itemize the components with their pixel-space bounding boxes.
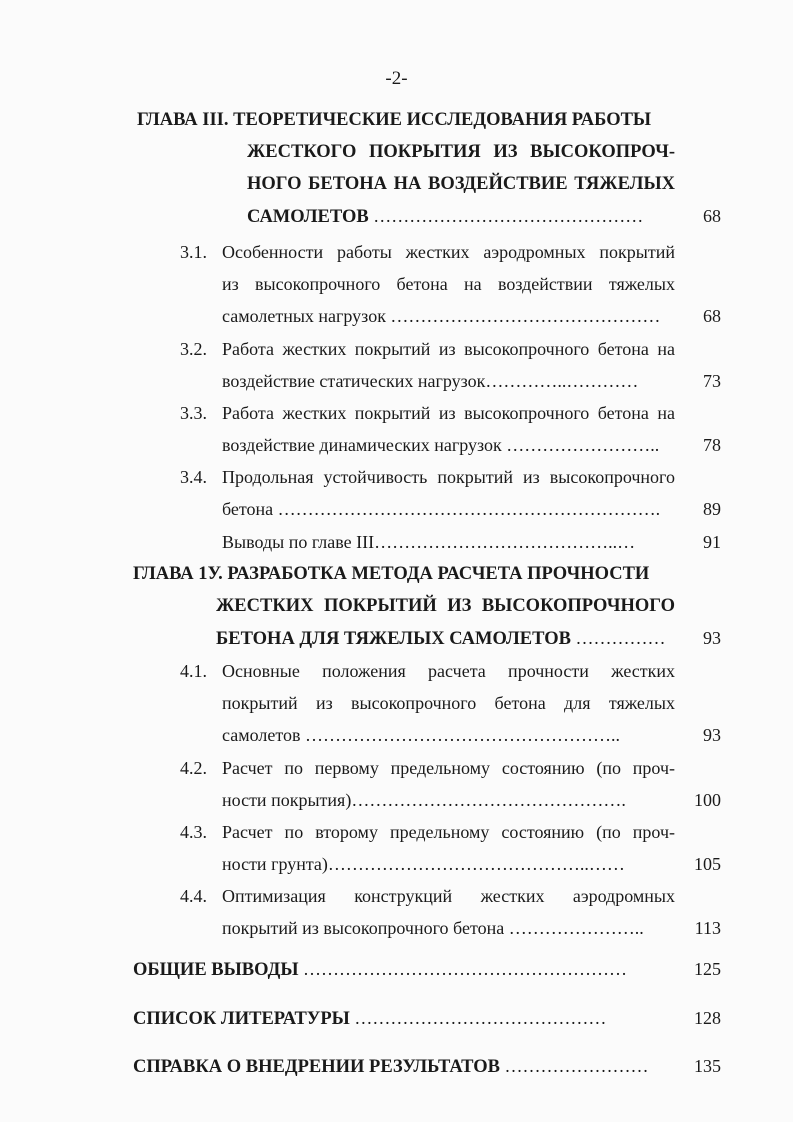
section-4-2-line1: Расчет по первому предельному состоянию (по проч- bbox=[222, 758, 675, 778]
section-4-1-line3: самолетов …………………………………………….. bbox=[222, 725, 620, 745]
section-3-3-page: 78 bbox=[703, 435, 721, 455]
chapter3-heading-line1: ГЛАВА III. ТЕОРЕТИЧЕСКИЕ ИССЛЕДОВАНИЯ РАБОТЫ bbox=[137, 110, 652, 130]
section-3-4-page: 89 bbox=[703, 499, 721, 519]
section-3-4-number: 3.4. bbox=[180, 467, 207, 487]
section-4-3-page: 105 bbox=[694, 854, 721, 874]
section-3-1-line3: самолетных нагрузок ……………………………………… bbox=[222, 306, 661, 326]
section-4-2-number: 4.2. bbox=[180, 758, 207, 778]
section-3-3-line1: Работа жестких покрытий из высокопрочного бетона на bbox=[222, 403, 675, 423]
chapter4-heading-last: БЕТОНА ДЛЯ ТЯЖЕЛЫХ САМОЛЕТОВ bbox=[216, 629, 571, 649]
section-4-2-page: 100 bbox=[694, 790, 721, 810]
general-conclusions-page: 125 bbox=[694, 959, 721, 979]
section-4-4-line2: покрытий из высокопрочного бетона ………………….. bbox=[222, 918, 644, 938]
section-3-1-number: 3.1. bbox=[180, 242, 207, 262]
section-3-1-line2: из высокопрочного бетона на воздействии тяжелых bbox=[222, 274, 675, 294]
section-3-3-line2: воздействие динамических нагрузок …………………….. bbox=[222, 435, 660, 455]
section-4-1-number: 4.1. bbox=[180, 661, 207, 681]
section-4-3-number: 4.3. bbox=[180, 822, 207, 842]
chapter3-page: 68 bbox=[703, 206, 721, 226]
references-leader: …………………………………… bbox=[354, 1008, 607, 1028]
section-3-2-page: 73 bbox=[703, 371, 721, 391]
references bbox=[133, 1002, 675, 1034]
chapter3-heading-line2: ЖЕСТКОГО ПОКРЫТИЯ ИЗ ВЫСОКОПРОЧ- bbox=[247, 142, 675, 162]
general-conclusions-label: ОБЩИЕ ВЫВОДЫ bbox=[133, 960, 299, 980]
implementation-leader: …………………… bbox=[504, 1056, 649, 1076]
section-3-4-line2: бетона ………………………………………………………. bbox=[222, 499, 661, 519]
section-3-1-line1: Особенности работы жестких аэродромных покрытий bbox=[222, 242, 675, 262]
section-4-4-page: 113 bbox=[694, 918, 721, 938]
chapter3-conclusions-page: 91 bbox=[703, 532, 721, 552]
chapter4-page: 93 bbox=[703, 628, 721, 648]
general-conclusions bbox=[133, 953, 675, 985]
references-label: СПИСОК ЛИТЕРАТУРЫ bbox=[133, 1009, 350, 1029]
chapter4-leader: …………… bbox=[575, 628, 666, 648]
general-conclusions-leader: ……………………………………………… bbox=[303, 959, 627, 979]
chapter4-heading-line2: ЖЕСТКИХ ПОКРЫТИЙ ИЗ ВЫСОКОПРОЧНОГО bbox=[216, 596, 675, 616]
section-3-2-number: 3.2. bbox=[180, 339, 207, 359]
section-4-3-line1: Расчет по второму предельному состоянию (по проч- bbox=[222, 822, 675, 842]
chapter3-conclusions: Выводы по главе III…………………………………..… bbox=[222, 532, 636, 552]
section-3-3-number: 3.3. bbox=[180, 403, 207, 423]
section-3-2-line1: Работа жестких покрытий из высокопрочного бетона на bbox=[222, 339, 675, 359]
references-page: 128 bbox=[694, 1008, 721, 1028]
section-4-2-line2: ности покрытия)………………………………………. bbox=[222, 790, 626, 810]
implementation-label: СПРАВКА О ВНЕДРЕНИИ РЕЗУЛЬТАТОВ bbox=[133, 1057, 500, 1077]
section-4-1-page: 93 bbox=[703, 725, 721, 745]
implementation-certificate bbox=[133, 1050, 675, 1082]
chapter4-heading-line3 bbox=[216, 622, 675, 654]
section-4-4-line1: Оптимизация конструкций жестких аэродромных bbox=[222, 886, 675, 906]
chapter4-heading-line1: ГЛАВА 1У. РАЗРАБОТКА МЕТОДА РАСЧЕТА ПРОЧНОСТИ bbox=[133, 564, 650, 584]
section-4-1-line1: Основные положения расчета прочности жестких bbox=[222, 661, 675, 681]
chapter3-heading-last: САМОЛЕТОВ bbox=[247, 207, 369, 227]
section-4-4-number: 4.4. bbox=[180, 886, 207, 906]
section-3-1-page: 68 bbox=[703, 306, 721, 326]
chapter3-heading-line4 bbox=[247, 200, 675, 232]
implementation-page: 135 bbox=[694, 1056, 721, 1076]
page-number: -2- bbox=[385, 68, 408, 89]
section-4-1-line2: покрытий из высокопрочного бетона для тяжелых bbox=[222, 693, 675, 713]
section-3-4-line1: Продольная устойчивость покрытий из высокопрочного bbox=[222, 467, 675, 487]
section-4-3-line2: ности грунта)……………………………………..…… bbox=[222, 854, 625, 874]
section-3-2-line2: воздействие статических нагрузок…………..………… bbox=[222, 371, 639, 391]
chapter3-heading-line3: НОГО БЕТОНА НА ВОЗДЕЙСТВИЕ ТЯЖЕЛЫХ bbox=[247, 174, 675, 194]
chapter3-leader: ……………………………………… bbox=[373, 206, 644, 226]
